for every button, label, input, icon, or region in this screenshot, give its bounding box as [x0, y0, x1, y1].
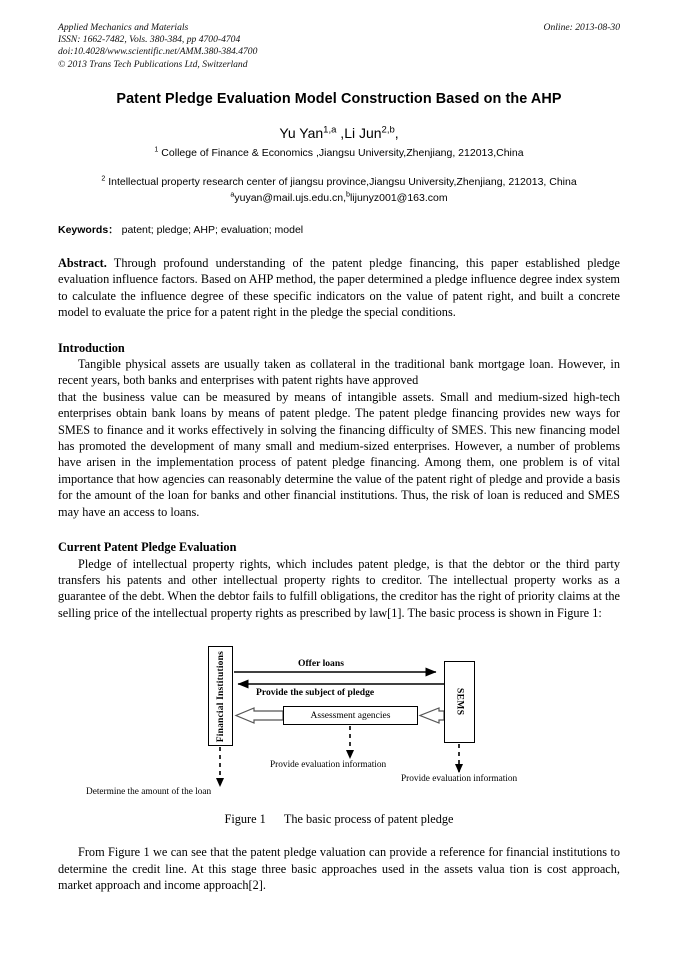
diagram-box-sems-label: SEMS — [454, 688, 465, 716]
diagram-label-provide-subject-of-pledge: Provide the subject of pledge — [256, 687, 375, 699]
section-heading-introduction: Introduction — [58, 340, 125, 355]
affiliation-2 — [58, 175, 620, 190]
introduction-paragraph-1: Tangible physical assets are usually taken as collateral in the traditional bank mortgage loan. However, in recent years, both banks and enterprises with patent rights have approved — [58, 357, 620, 388]
email-b-marker: b — [346, 190, 350, 199]
email-a: yuyan@mail.ujs.edu.cn, — [234, 192, 346, 204]
diagram-label-offer-loans: Offer loans — [298, 658, 344, 670]
diagram-box-assessment-agencies-label: Assessment agencies — [310, 710, 391, 721]
diagram-label-provide-evaluation-information-right: Provide evaluation information — [401, 774, 518, 785]
affiliation-1-text: College of Finance & Economics ,Jiangsu University,Zhenjiang, 212013,China — [158, 147, 524, 159]
abstract-text: Through profound understanding of the patent pledge financing, this paper established pledge evaluation influence factors. Based on AHP method, the paper determined a pledge influence degree index system to calculate the influence degree of these specific indicators on the value of patent right, and built a concrete model to evaluate the price for a patent right in the pledge the special conditions. — [58, 256, 620, 320]
diagram-box-financial-institutions-label: Financial Institutions — [215, 650, 226, 742]
copyright-line: © 2013 Trans Tech Publications Ltd, Switzerland — [58, 58, 248, 70]
figure-1-caption-number: Figure 1 — [224, 812, 266, 827]
diagram-label-provide-evaluation-information-center: Provide evaluation information — [270, 760, 387, 771]
author-separator: , — [336, 125, 345, 141]
author-line — [58, 125, 620, 142]
affiliation-2-marker: 2 — [101, 174, 106, 183]
abstract-paragraph — [58, 255, 620, 321]
publication-header-left — [58, 22, 451, 71]
abstract-label: Abstract. — [58, 256, 107, 270]
section-heading-current-patent-pledge-evaluation: Current Patent Pledge Evaluation — [58, 540, 237, 555]
arrow-sems-to-assessment — [420, 708, 444, 723]
author-trailing-comma: , — [394, 125, 399, 141]
email-a-marker: a — [230, 190, 235, 199]
author-2-name: Li Jun — [344, 125, 382, 141]
issn-line: ISSN: 1662-7482, Vols. 380-384, pp 4700-4704 — [58, 34, 241, 46]
affiliation-2-text: Intellectual property research center of jiangsu province,Jiangsu University,Zhenjiang, 212013, China — [105, 176, 577, 188]
figure-1-caption — [58, 811, 620, 827]
diagram-label-determine-amount-of-loan: Determine the amount of the loan — [86, 787, 212, 798]
diagram-box-financial-institutions — [208, 646, 233, 746]
keywords-value: patent; pledge; AHP; evaluation; model — [118, 224, 304, 236]
publication-header — [58, 22, 620, 74]
affiliation-1-marker: 1 — [154, 145, 159, 154]
author-emails — [58, 191, 620, 206]
arrow-assessment-to-financial — [236, 708, 283, 723]
current-evaluation-paragraph-1: Pledge of intellectual property rights, which includes patent pledge, is that the debtor or the third party transfers his patents and other intellectual property rights to creditor. The intellectual property works as a guarantee of the debt. When the debtor fails to fulfill obligations, the creditor has the right of priority claims at the selling price of the intellectual property rights as prescribed by law[1]. The basic process is shown in Figure 1: — [58, 556, 620, 620]
keywords-line — [58, 223, 620, 238]
diagram-box-assessment-agencies — [283, 706, 418, 725]
figure-1-caption-text: The basic process of patent pledge — [283, 812, 454, 827]
email-b: lijunyz001@163.com — [349, 192, 448, 204]
page-title: Patent Pledge Evaluation Model Construction Based on the AHP — [116, 91, 562, 107]
closing-paragraph: From Figure 1 we can see that the patent pledge valuation can provide a reference for financial institutions to determine the credit line. At this stage three basic approaches used in the assets valua tion is cost approach, market approach and income approach[2]. — [58, 845, 620, 892]
author-2-sup: 2,b — [381, 124, 395, 136]
author-1-sup: 1,a — [323, 124, 337, 136]
online-date: Online: 2013-08-30 — [543, 22, 620, 33]
journal-name: Applied Mechanics and Materials — [58, 22, 189, 33]
figure-1 — [58, 634, 620, 809]
affiliation-1 — [58, 146, 620, 161]
keywords-label: Keywords： — [58, 224, 119, 236]
doi-line: doi:10.4028/www.scientific.net/AMM.380-384.4700 — [58, 46, 258, 58]
author-1-name: Yu Yan — [279, 125, 324, 141]
introduction-paragraph-2: that the business value can be measured by means of intangible assets. Small and medium-sized high-tech enterprises obtain bank loans by means of patent pledge. The patent pledge financing provides new ways for SMES to finance and it works effectively in solving the financing difficulty of SMES. This new financing model has promoted the development of many small and medium-sized enterprises. However, a number of problems have arisen in the implementation process of patent pledge financing. Among them, one problem is of vital importance that how agencies can reasonably determine the value of the patent right of pledge and provide a basis for the amount of the loan for banks and other financial institutions. Thus, the risk of loan is reduced and SMES may have an access to loans. — [58, 389, 620, 519]
diagram-box-sems — [444, 661, 475, 743]
